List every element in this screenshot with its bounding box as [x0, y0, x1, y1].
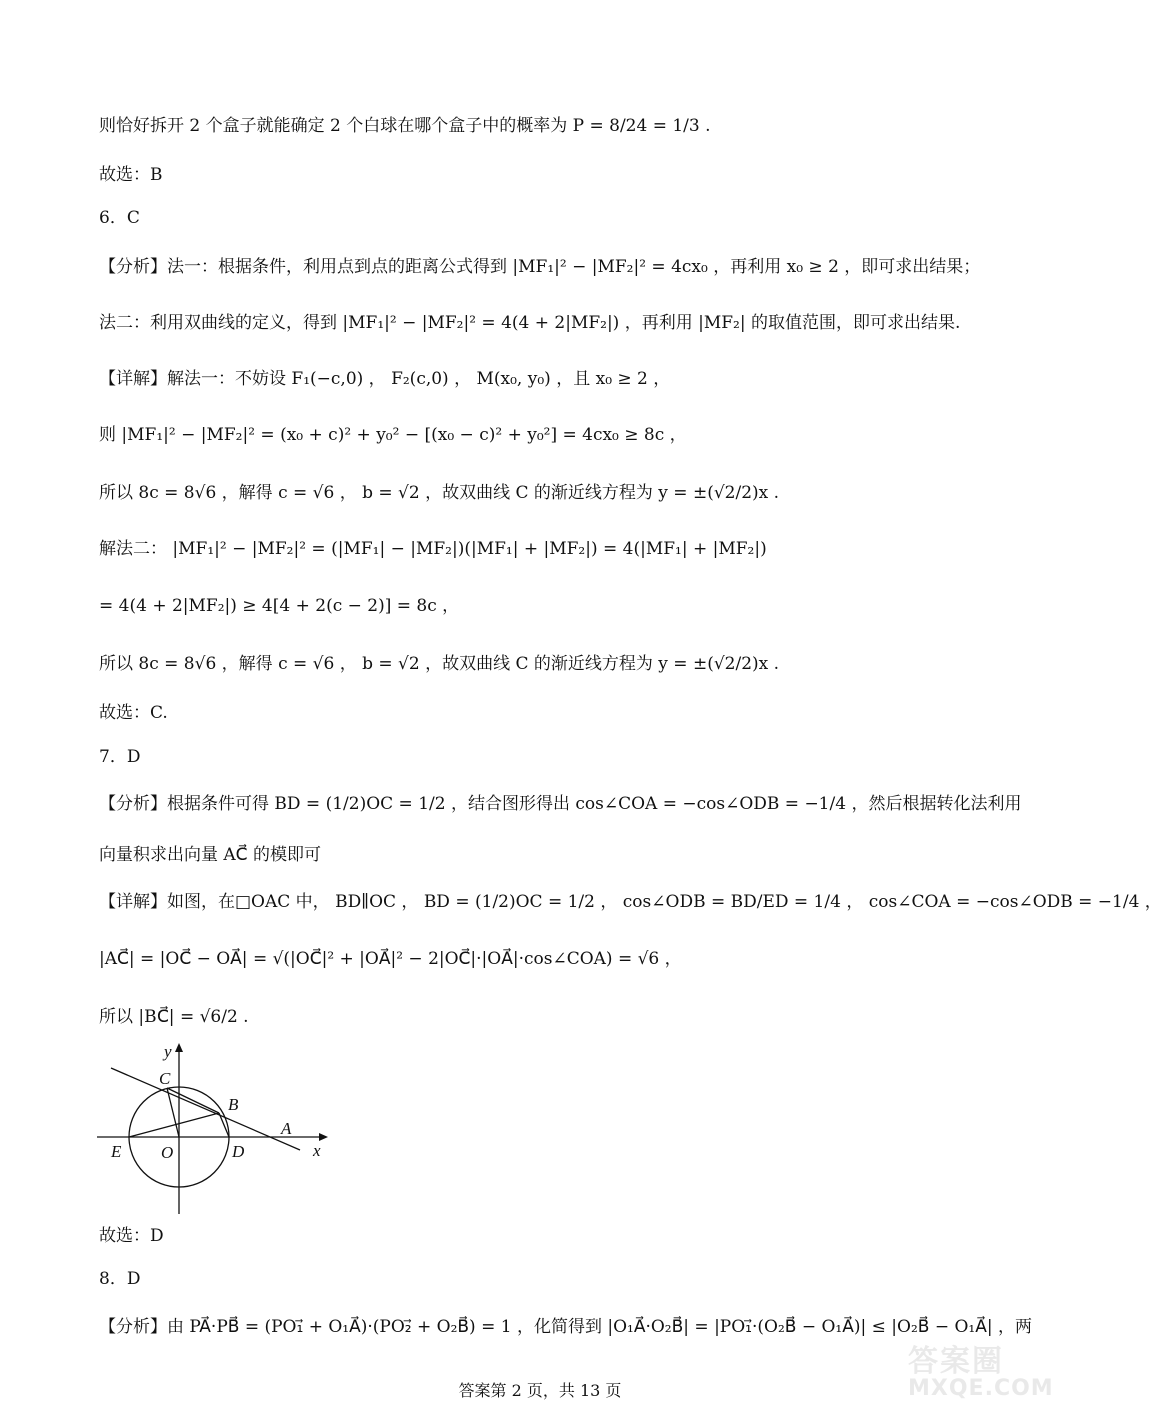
page-footer: 答案第 2 页，共 13 页 [458, 1381, 622, 1400]
text-line-17: |AC⃗| = |OC⃗ − OA⃗| = √(|OC⃗|² + |OA⃗|² − 2|OC⃗|·|OA⃗|·cos∠COA) = √6 ， [99, 949, 682, 969]
text-line-6: 【详解】解法一：不妨设 F₁(−c,0) ， F₂(c,0) ， M(x₀, y₀) ，且 x₀ ≥ 2 ， [99, 369, 671, 389]
site-watermark [900, 1336, 1070, 1406]
text-line-2: 故选：B [99, 165, 163, 185]
text-line-9: 解法二： |MF₁|² − |MF₂|² = (|MF₁| − |MF₂|)(|MF₁| + |MF₂|) = 4(|MF₁| + |MF₂|) [99, 539, 767, 559]
label-y: y [164, 1042, 172, 1061]
text-line-16: 【详解】如图，在□OAC 中， BD∥OC ， BD = (1/2)OC = 1/2 ， cos∠ODB = BD/ED = 1/4 ， cos∠COA = −cos∠ODB = −1/4 ， [99, 892, 1162, 912]
text-line-4: 【分析】法一：根据条件，利用点到点的距离公式得到 |MF₁|² − |MF₂|² = 4cx₀ ，再利用 x₀ ≥ 2 ，即可求出结果； [99, 257, 981, 277]
text-line-12: 故选：C. [99, 703, 168, 723]
y-axis-arrow [175, 1043, 183, 1052]
label-o: O [161, 1143, 174, 1162]
text-line-18: 所以 |BC⃗| = √6/2 . [99, 1007, 249, 1027]
line-through-b-a [111, 1068, 300, 1150]
text-line-7: 则 |MF₁|² − |MF₂|² = (x₀ + c)² + y₀² − [(x₀ − c)² + y₀²] = 4cx₀ ≥ 8c ， [99, 425, 687, 445]
label-d: D [232, 1142, 245, 1161]
label-c: C [159, 1069, 171, 1088]
label-x: x [313, 1141, 321, 1160]
text-line-8: 所以 8c = 8√6 ，解得 c = √6 ， b = √2 ，故双曲线 C 的渐近线方程为 y = ±(√2/2)x . [99, 483, 780, 503]
text-line-15: 向量积求出向量 AC⃗ 的模即可 [99, 845, 321, 865]
text-line-14: 【分析】根据条件可得 BD = (1/2)OC = 1/2 ，结合图形得出 cos∠COA = −cos∠ODB = −1/4 ，然后根据转化法利用 [99, 794, 1022, 814]
text-line-20: 8．D [99, 1269, 141, 1289]
label-e: E [111, 1142, 122, 1161]
text-line-13: 7．D [99, 747, 141, 767]
text-line-1: 则恰好拆开 2 个盒子就能确定 2 个白球在哪个盒子中的概率为 P = 8/24 = 1/3 . [99, 116, 711, 136]
text-line-3: 6．C [99, 208, 140, 228]
text-line-10: = 4(4 + 2|MF₂|) ≥ 4[4 + 2(c − 2)] = 8c ， [99, 596, 460, 616]
segment-c-b [167, 1088, 219, 1113]
text-line-21: 【分析】由 PA⃗·PB⃗ = (PO₁⃗ + O₁A⃗)·(PO₂⃗ + O₂B⃗) = 1 ，化简得到 |O₁A⃗·O₂B⃗| = |PO₁⃗·(O₂B⃗ − O₁A⃗)| ≤ |O₂B⃗ − O₁A⃗| ，两 [99, 1317, 1032, 1337]
circle-geometry-figure [95, 1040, 330, 1215]
text-line-11: 所以 8c = 8√6 ，解得 c = √6 ， b = √2 ，故双曲线 C 的渐近线方程为 y = ±(√2/2)x . [99, 654, 780, 674]
text-line-5: 法二：利用双曲线的定义，得到 |MF₁|² − |MF₂|² = 4(4 + 2|MF₂|) ，再利用 |MF₂| 的取值范围，即可求出结果. [99, 313, 961, 333]
text-line-19: 故选：D [99, 1226, 164, 1246]
watermark-top: 答案圈 [908, 1344, 1004, 1379]
label-a: A [281, 1119, 292, 1138]
x-axis-arrow [319, 1133, 328, 1141]
label-b: B [228, 1095, 239, 1114]
watermark-bottom: MXQE.COM [908, 1376, 1054, 1401]
